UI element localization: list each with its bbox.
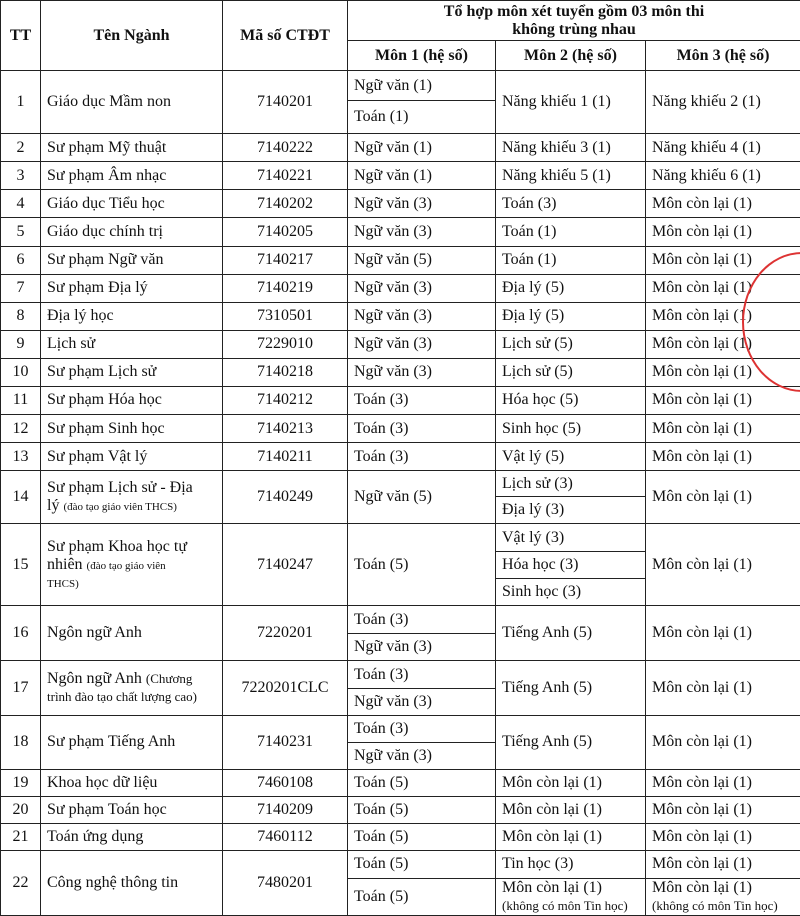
cell-mon2: Lịch sử (5) [496,358,646,386]
cell-mon3: Môn còn lại (1) [646,796,800,823]
cell-mon2: Hóa học (3) [496,552,646,579]
table-row [1,190,800,218]
cell-mon3: Môn còn lại (1) (không có môn Tin học) [646,878,800,915]
cell-tt: 15 [1,524,41,606]
cell-mon3: Môn còn lại (1) [646,414,800,442]
table-row [1,358,800,386]
cell-code: 7140201 [223,71,348,134]
table-row [1,414,800,442]
cell-mon1: Toán (5) [348,823,496,850]
cell-mon2: Lịch sử (3) [496,471,646,497]
cell-mon1: Toán (3) [348,386,496,414]
cell-name: Sư phạm Lịch sử [41,358,223,386]
cell-mon2: Địa lý (3) [496,497,646,524]
cell-mon1: Toán (3) [348,606,496,634]
cell-mon1: Toán (5) [348,878,496,915]
cell-mon1: Ngữ văn (3) [348,218,496,246]
cell-name: Sư phạm Địa lý [41,274,223,302]
table-row [1,769,800,796]
cell-mon2: Năng khiếu 3 (1) [496,134,646,162]
table-row [1,302,800,330]
cell-tt: 22 [1,850,41,915]
cell-name: Toán ứng dụng [41,823,223,850]
cell-mon3: Môn còn lại (1) [646,715,800,769]
cell-mon2: Môn còn lại (1) [496,796,646,823]
cell-mon2: Sinh học (3) [496,579,646,606]
cell-mon2: Lịch sử (5) [496,330,646,358]
cell-mon3: Môn còn lại (1) [646,823,800,850]
cell-name: Sư phạm Tiếng Anh [41,715,223,769]
cell-mon3: Môn còn lại (1) [646,442,800,470]
table-row [1,274,800,302]
cell-mon1: Toán (5) [348,769,496,796]
cell-name: Sư phạm Hóa học [41,386,223,414]
cell-mon1: Toán (3) [348,661,496,688]
cell-name: Địa lý học [41,302,223,330]
cell-tt: 17 [1,661,41,715]
cell-tt: 11 [1,386,41,414]
cell-mon1: Ngữ văn (3) [348,330,496,358]
cell-mon2: Môn còn lại (1) [496,769,646,796]
cell-mon2: Địa lý (5) [496,302,646,330]
cell-mon2: Môn còn lại (1) (không có môn Tin học) [496,878,646,915]
cell-code: 7220201 [223,606,348,661]
cell-code: 7140247 [223,524,348,606]
cell-tt: 21 [1,823,41,850]
table-row [1,162,800,190]
cell-tt: 9 [1,330,41,358]
cell-tt: 5 [1,218,41,246]
cell-name: Công nghệ thông tin [41,850,223,915]
cell-mon1: Toán (3) [348,442,496,470]
table-row [1,134,800,162]
table-row [1,386,800,414]
cell-code: 7220201CLC [223,661,348,715]
header-ten-nganh: Tên Ngành [41,1,223,71]
cell-code: 7140231 [223,715,348,769]
cell-mon1: Ngữ văn (3) [348,302,496,330]
cell-name: Giáo dục Mầm non [41,71,223,134]
cell-code: 7140222 [223,134,348,162]
cell-name: Ngôn ngữ Anh (Chương trình đào tạo chất lượng cao) [41,661,223,715]
cell-tt: 13 [1,442,41,470]
cell-mon1: Toán (5) [348,850,496,878]
cell-mon3: Môn còn lại (1) [646,524,800,606]
cell-code: 7140212 [223,386,348,414]
cell-mon2: Vật lý (5) [496,442,646,470]
cell-code: 7140219 [223,274,348,302]
header-mon2: Môn 2 (hệ số) [496,41,646,71]
cell-tt: 1 [1,71,41,134]
table-row [1,715,800,742]
cell-mon3: Môn còn lại (1) [646,330,800,358]
cell-mon3: Môn còn lại (1) [646,471,800,524]
cell-mon3: Năng khiếu 4 (1) [646,134,800,162]
cell-tt: 3 [1,162,41,190]
cell-code: 7460108 [223,769,348,796]
cell-code: 7140209 [223,796,348,823]
cell-mon2: Tiếng Anh (5) [496,661,646,715]
cell-name: Sư phạm Khoa học tự nhiên (đào tạo giáo viên THCS) [41,524,223,606]
cell-name: Sư phạm Vật lý [41,442,223,470]
table-row [1,330,800,358]
cell-mon1: Toán (1) [348,101,496,134]
cell-mon3: Môn còn lại (1) [646,218,800,246]
cell-mon2: Môn còn lại (1) [496,823,646,850]
table-row [1,71,800,101]
cell-tt: 6 [1,246,41,274]
cell-mon1: Toán (5) [348,796,496,823]
cell-code: 7140211 [223,442,348,470]
cell-code: 7140213 [223,414,348,442]
cell-mon1: Ngữ văn (3) [348,688,496,715]
cell-code: 7140217 [223,246,348,274]
cell-code: 7229010 [223,330,348,358]
table-row [1,524,800,552]
cell-tt: 7 [1,274,41,302]
table-row [1,823,800,850]
cell-code: 7140221 [223,162,348,190]
cell-mon2: Năng khiếu 1 (1) [496,71,646,134]
header-mon3: Môn 3 (hệ số) [646,41,800,71]
cell-mon2: Vật lý (3) [496,524,646,552]
cell-mon1: Ngữ văn (1) [348,134,496,162]
cell-mon3: Năng khiếu 2 (1) [646,71,800,134]
cell-mon3: Môn còn lại (1) [646,302,800,330]
table-row [1,661,800,688]
cell-mon1: Toán (3) [348,414,496,442]
cell-name: Ngôn ngữ Anh [41,606,223,661]
cell-name: Giáo dục chính trị [41,218,223,246]
cell-mon2: Tiếng Anh (5) [496,606,646,661]
table-row [1,850,800,878]
cell-mon2: Năng khiếu 5 (1) [496,162,646,190]
header-mon1: Môn 1 (hệ số) [348,41,496,71]
cell-mon3: Môn còn lại (1) [646,386,800,414]
cell-mon1: Ngữ văn (5) [348,471,496,524]
cell-tt: 10 [1,358,41,386]
cell-name: Sư phạm Toán học [41,796,223,823]
header-to-hop: Tổ hợp môn xét tuyển gồm 03 môn thi không trùng nhau [348,1,800,41]
cell-tt: 20 [1,796,41,823]
cell-mon1: Ngữ văn (1) [348,162,496,190]
cell-tt: 2 [1,134,41,162]
cell-code: 7460112 [223,823,348,850]
cell-mon1: Ngữ văn (5) [348,246,496,274]
cell-mon1: Toán (5) [348,524,496,606]
cell-tt: 12 [1,414,41,442]
cell-code: 7140249 [223,471,348,524]
table-row [1,246,800,274]
header-tt: TT [1,1,41,71]
cell-mon3: Môn còn lại (1) [646,850,800,878]
cell-name: Khoa học dữ liệu [41,769,223,796]
cell-mon3: Môn còn lại (1) [646,769,800,796]
cell-mon3: Môn còn lại (1) [646,246,800,274]
cell-code: 7480201 [223,850,348,915]
cell-mon2: Sinh học (5) [496,414,646,442]
cell-mon2: Địa lý (5) [496,274,646,302]
cell-tt: 4 [1,190,41,218]
table-row [1,606,800,634]
cell-mon1: Ngữ văn (3) [348,634,496,661]
cell-mon1: Toán (3) [348,715,496,742]
cell-mon2: Hóa học (5) [496,386,646,414]
cell-mon2: Toán (1) [496,246,646,274]
table-row [1,471,800,497]
cell-code: 7140218 [223,358,348,386]
cell-mon2: Toán (3) [496,190,646,218]
cell-mon3: Năng khiếu 6 (1) [646,162,800,190]
cell-tt: 16 [1,606,41,661]
cell-tt: 8 [1,302,41,330]
cell-mon3: Môn còn lại (1) [646,190,800,218]
cell-mon3: Môn còn lại (1) [646,274,800,302]
cell-tt: 19 [1,769,41,796]
cell-name: Sư phạm Lịch sử - Địa lý (đào tạo giáo viên THCS) [41,471,223,524]
cell-mon1: Ngữ văn (3) [348,190,496,218]
cell-code: 7140205 [223,218,348,246]
cell-name: Sư phạm Sinh học [41,414,223,442]
cell-mon1: Ngữ văn (3) [348,742,496,769]
header-ma-so: Mã số CTĐT [223,1,348,71]
cell-code: 7310501 [223,302,348,330]
cell-mon2: Tin học (3) [496,850,646,878]
cell-mon1: Ngữ văn (3) [348,358,496,386]
cell-name: Sư phạm Âm nhạc [41,162,223,190]
cell-name: Lịch sử [41,330,223,358]
cell-tt: 14 [1,471,41,524]
cell-mon3: Môn còn lại (1) [646,606,800,661]
cell-mon1: Ngữ văn (3) [348,274,496,302]
table-row [1,442,800,470]
table-row [1,218,800,246]
cell-mon1: Ngữ văn (1) [348,71,496,101]
cell-name: Sư phạm Ngữ văn [41,246,223,274]
cell-mon3: Môn còn lại (1) [646,661,800,715]
cell-name: Giáo dục Tiểu học [41,190,223,218]
cell-name: Sư phạm Mỹ thuật [41,134,223,162]
cell-mon2: Toán (1) [496,218,646,246]
cell-tt: 18 [1,715,41,769]
cell-code: 7140202 [223,190,348,218]
cell-mon3: Môn còn lại (1) [646,358,800,386]
cell-mon2: Tiếng Anh (5) [496,715,646,769]
table-row [1,796,800,823]
